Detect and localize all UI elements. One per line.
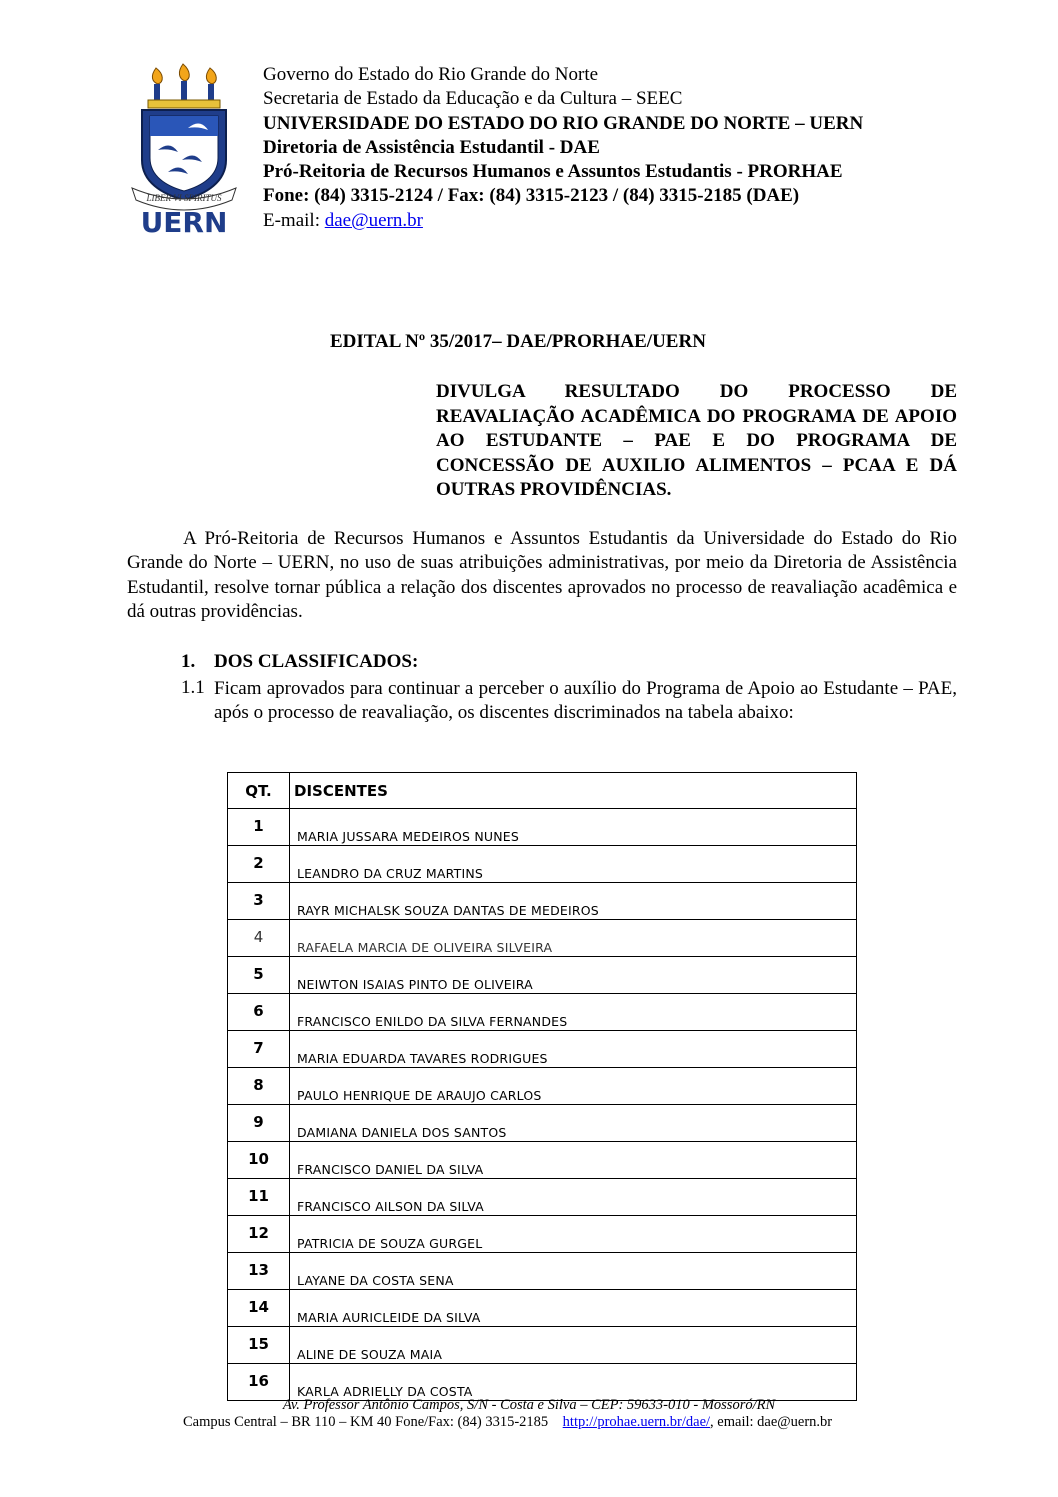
footer-contact bbox=[183, 1414, 832, 1431]
torches bbox=[148, 64, 220, 108]
row-qt: 6 bbox=[228, 994, 290, 1031]
row-student-name: RAYR MICHALSK SOUZA DANTAS DE MEDEIROS bbox=[290, 883, 857, 920]
footer-address: Av. Professor Antônio Campos, S/N - Costa e Silva – CEP: 59633-010 - Mossoró/RN bbox=[282, 1397, 776, 1413]
row-qt: 10 bbox=[228, 1142, 290, 1179]
table-row bbox=[228, 957, 857, 994]
table-row bbox=[228, 1031, 857, 1068]
column-header-qt: QT. bbox=[228, 773, 290, 809]
footer-campus: Campus Central – BR 110 – KM 40 Fone/Fax: (84) 3315-2185 bbox=[183, 1414, 549, 1430]
table-row bbox=[228, 1105, 857, 1142]
row-qt: 4 bbox=[228, 920, 290, 957]
table-row bbox=[228, 1253, 857, 1290]
email-label: E-mail: bbox=[263, 209, 325, 231]
row-student-name: MARIA JUSSARA MEDEIROS NUNES bbox=[290, 809, 857, 846]
row-student-name: FRANCISCO DANIEL DA SILVA bbox=[290, 1142, 857, 1179]
logo-motto: LIBER VI SPIRITUS bbox=[146, 193, 222, 203]
page-title: EDITAL Nº 35/2017– DAE/PRORHAE/UERN bbox=[330, 331, 706, 352]
students-table bbox=[227, 772, 857, 1401]
section-number: 1. bbox=[181, 651, 196, 672]
row-student-name: ALINE DE SOUZA MAIA bbox=[290, 1327, 857, 1364]
email-link[interactable]: dae@uern.br bbox=[324, 209, 423, 231]
table-row bbox=[228, 1068, 857, 1105]
uern-logo bbox=[128, 60, 240, 235]
shield bbox=[142, 110, 226, 200]
header-line-email bbox=[263, 209, 863, 233]
row-qt: 1 bbox=[228, 809, 290, 846]
row-qt: 12 bbox=[228, 1216, 290, 1253]
header-line-government: Governo do Estado do Rio Grande do Norte bbox=[263, 64, 599, 85]
table-header-row bbox=[228, 773, 857, 809]
header-line-university: UNIVERSIDADE DO ESTADO DO RIO GRANDE DO NORTE – UERN bbox=[263, 112, 864, 134]
table-row bbox=[228, 1327, 857, 1364]
logo-text: UERN bbox=[140, 206, 228, 235]
row-qt: 13 bbox=[228, 1253, 290, 1290]
item-text: Ficam aprovados para continuar a perceber o auxílio do Programa de Apoio ao Estudante – PAE, após o processo de reavaliação, os discentes discriminados na tabela abaixo: bbox=[214, 678, 957, 724]
row-student-name: KARLA ADRIELLY DA COSTA bbox=[290, 1364, 857, 1401]
footer-email: , email: dae@uern.br bbox=[710, 1414, 833, 1430]
row-student-name: LAYANE DA COSTA SENA bbox=[290, 1253, 857, 1290]
table-row bbox=[228, 1364, 857, 1401]
section-heading bbox=[181, 651, 418, 673]
row-student-name: PATRICIA DE SOUZA GURGEL bbox=[290, 1216, 857, 1253]
uern-crest-icon bbox=[128, 60, 240, 235]
row-student-name: FRANCISCO AILSON DA SILVA bbox=[290, 1179, 857, 1216]
row-student-name: DAMIANA DANIELA DOS SANTOS bbox=[290, 1105, 857, 1142]
table-row bbox=[228, 1290, 857, 1327]
letterhead bbox=[263, 63, 863, 233]
row-qt: 7 bbox=[228, 1031, 290, 1068]
table-row bbox=[228, 809, 857, 846]
edital-summary: DIVULGA RESULTADO DO PROCESSO DE REAVALIAÇÃO ACADÊMICA DO PROGRAMA DE APOIO AO ESTUDANTE – PAE E DO PROGRAMA DE CONCESSÃO DE AUXILIO ALIMENTOS – PCAA E DÁ OUTRAS PROVIDÊNCIAS. bbox=[436, 381, 957, 500]
table-row bbox=[228, 920, 857, 957]
column-header-discentes: DISCENTES bbox=[290, 773, 857, 809]
row-student-name: MARIA AURICLEIDE DA SILVA bbox=[290, 1290, 857, 1327]
table-row bbox=[228, 1142, 857, 1179]
row-student-name: NEIWTON ISAIAS PINTO DE OLIVEIRA bbox=[290, 957, 857, 994]
row-qt: 14 bbox=[228, 1290, 290, 1327]
section-title: DOS CLASSIFICADOS: bbox=[214, 651, 419, 672]
row-student-name: RAFAELA MARCIA DE OLIVEIRA SILVEIRA bbox=[290, 920, 857, 957]
table-row bbox=[228, 883, 857, 920]
header-line-phone: Fone: (84) 3315-2124 / Fax: (84) 3315-2123 / (84) 3315-2185 (DAE) bbox=[263, 185, 800, 207]
row-qt: 9 bbox=[228, 1105, 290, 1142]
footer-url-link[interactable]: http://prohae.uern.br/dae/ bbox=[562, 1414, 711, 1430]
row-qt: 11 bbox=[228, 1179, 290, 1216]
row-qt: 2 bbox=[228, 846, 290, 883]
table-row bbox=[228, 1179, 857, 1216]
row-student-name: PAULO HENRIQUE DE ARAUJO CARLOS bbox=[290, 1068, 857, 1105]
table-row bbox=[228, 994, 857, 1031]
row-qt: 16 bbox=[228, 1364, 290, 1401]
row-qt: 5 bbox=[228, 957, 290, 994]
table-row bbox=[228, 846, 857, 883]
header-line-pro-reitoria: Pró-Reitoria de Recursos Humanos e Assuntos Estudantis - PRORHAE bbox=[263, 161, 843, 183]
row-qt: 15 bbox=[228, 1327, 290, 1364]
intro-paragraph: A Pró-Reitoria de Recursos Humanos e Assuntos Estudantis da Universidade do Estado do Rio Grande do Norte – UERN, no uso de suas atribuições administrativas, por meio da Diretoria de Assistência Estudantil, resolve tornar pública a relação dos discentes aprovados no processo de reavaliação acadêmica e dá outras providências. bbox=[127, 528, 957, 622]
row-student-name: LEANDRO DA CRUZ MARTINS bbox=[290, 846, 857, 883]
row-student-name: MARIA EDUARDA TAVARES RODRIGUES bbox=[290, 1031, 857, 1068]
row-qt: 8 bbox=[228, 1068, 290, 1105]
row-qt: 3 bbox=[228, 883, 290, 920]
header-line-secretaria: Secretaria de Estado da Educação e da Cultura – SEEC bbox=[263, 88, 683, 110]
header-line-diretoria: Diretoria de Assistência Estudantil - DAE bbox=[263, 136, 600, 158]
row-student-name: FRANCISCO ENILDO DA SILVA FERNANDES bbox=[290, 994, 857, 1031]
table-row bbox=[228, 1216, 857, 1253]
item-number: 1.1 bbox=[181, 677, 205, 698]
